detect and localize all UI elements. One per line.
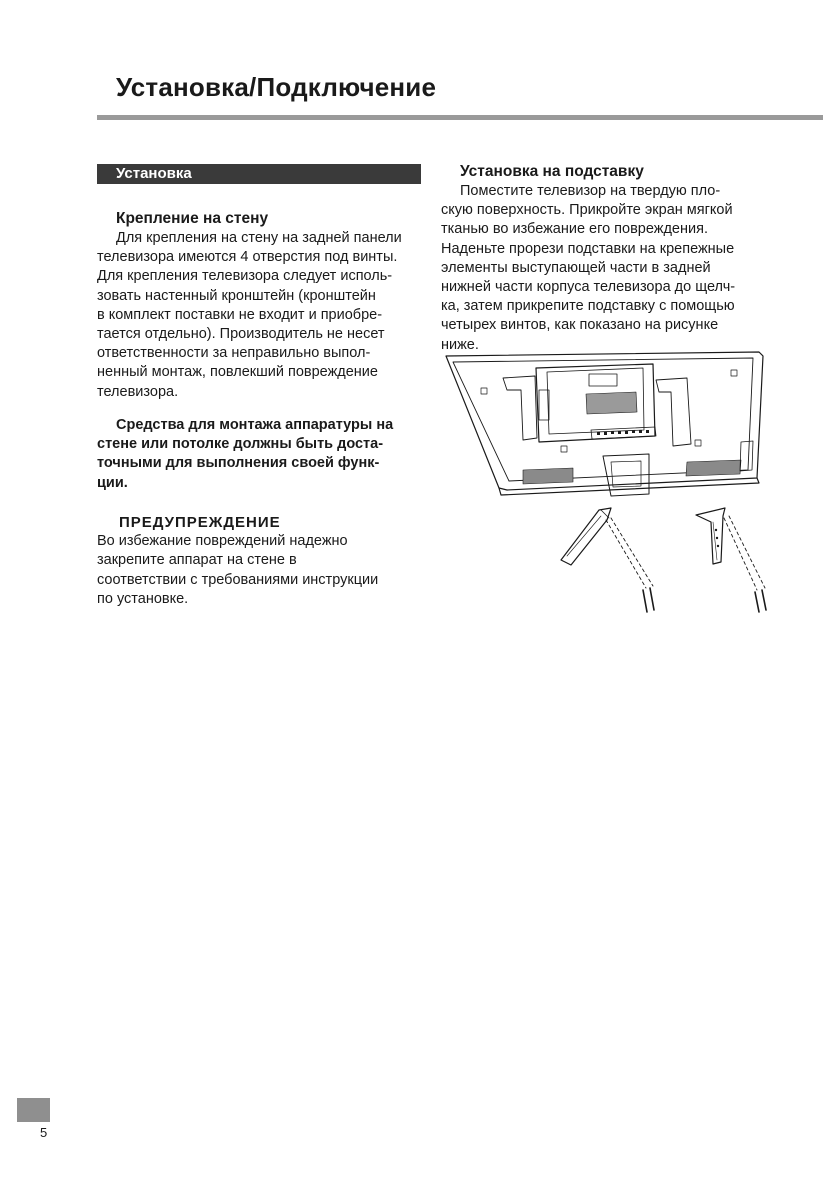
text-line: тается отдельно). Производитель не несет [97,326,385,343]
title-rule [97,115,823,120]
page-tab [17,1098,50,1122]
text-line: скую поверхность. Прикройте экран мягкой [441,202,733,219]
mounting-note-section [97,416,427,493]
stand-installation-figure [441,350,781,625]
warning-text [97,532,427,609]
text-line: телевизора имеются 4 отверстия под винты. [97,249,398,266]
text-line: Во избежание повреждений надежно [97,533,348,550]
section-bar-installation [97,164,421,184]
text-line: точными для выполнения своей функ- [97,455,380,472]
text-line: нижней части корпуса телевизора до щелч- [441,279,736,296]
warning-section [97,513,427,609]
text-line: элементы выступающей части в задней [441,259,711,276]
text-line: телевизора. [97,383,179,400]
section-label: Установка [116,165,192,182]
page-title: Установка/Подключение [116,72,437,102]
page-number: 5 [40,1125,48,1140]
mounting-note-text [97,416,427,493]
warning-heading: ПРЕДУПРЕЖДЕНИЕ [119,514,281,531]
wall-mount-section [97,209,427,402]
text-line: закрепите аппарат на стене в [97,552,297,569]
text-line: тканью во избежание его повреждения. [441,221,708,238]
text-line: соответствии с требованиями инструкции [97,571,379,588]
text-line: ненный монтаж, повлекший повреждение [97,364,378,381]
text-line: в комплект поставки не входит и приобре- [97,306,383,323]
stand-heading: Установка на подставку [460,163,644,180]
wall-mount-heading: Крепление на стену [116,210,269,227]
text-line: ниже. [441,336,479,353]
left-stand-leg-illustration [561,508,654,612]
stand-text [441,182,771,355]
text-line: ответственности за неправильно выпол- [97,345,371,362]
text-line: Для крепления на стену на задней панели [116,230,402,246]
text-line: ка, затем прикрепите подставку с помощью [441,298,735,315]
text-line: стене или потолке должны быть доста- [97,436,384,453]
wall-mount-text [97,229,427,402]
text-line: Поместите телевизор на твердую пло- [460,183,721,199]
stand-section [441,162,771,355]
text-line: Наденьте прорези подставки на крепежные [441,240,735,257]
tv-back-illustration [446,352,763,496]
text-line: Средства для монтажа аппаратуры на [116,417,394,433]
text-line: Для крепления телевизора следует исполь- [97,268,393,285]
text-line: по установке. [97,590,189,607]
text-line: зовать настенный кронштейн (кронштейн [97,287,376,304]
text-line: четырех винтов, как показано на рисунке [441,317,719,334]
text-line: ции. [97,474,128,491]
right-stand-leg-illustration [696,508,766,612]
